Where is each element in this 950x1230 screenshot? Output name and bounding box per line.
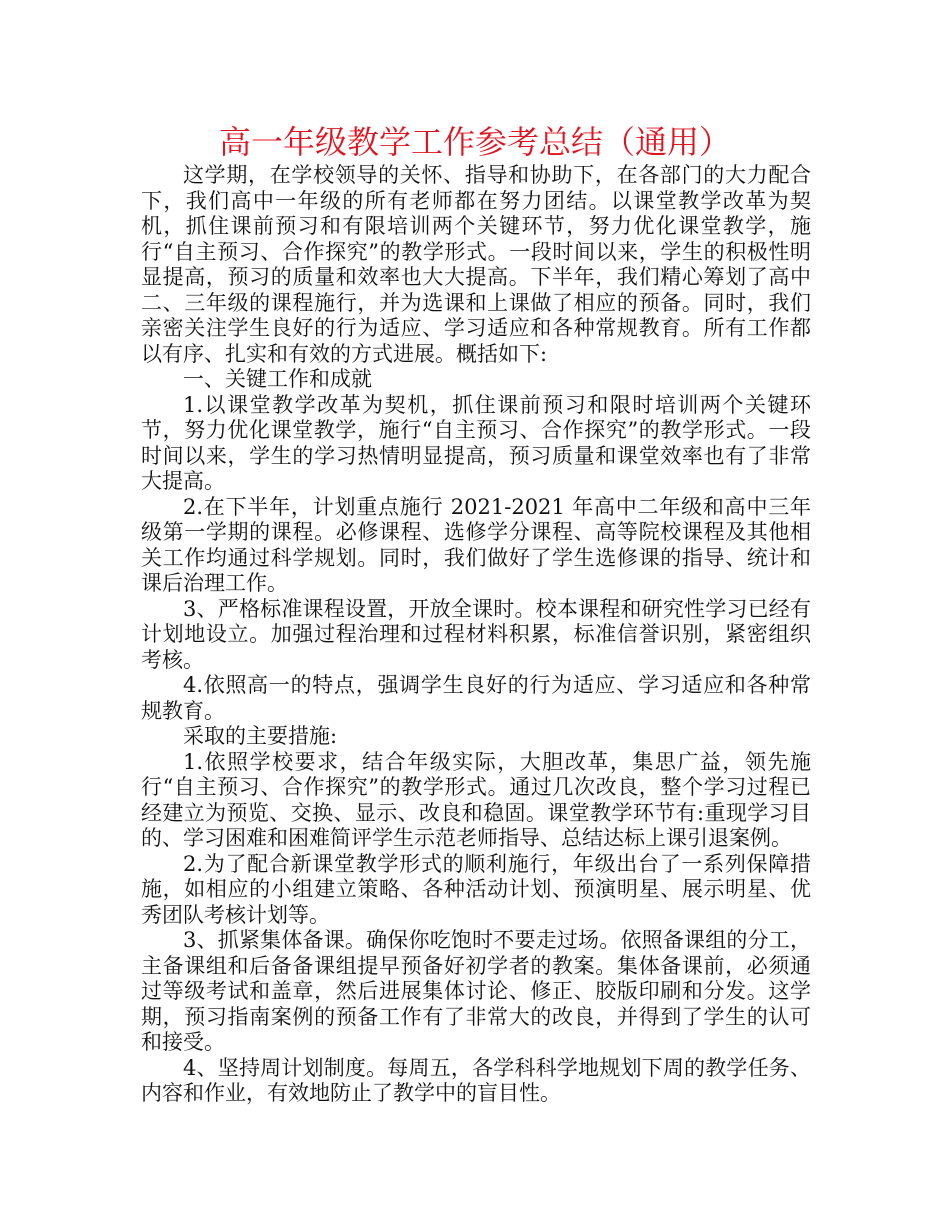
paragraph-measure-4: 4、坚持周计划制度。每周五，各学科科学地规划下周的教学任务、内容和作业，有效地防止了教学中的盲目性。 bbox=[141, 1055, 811, 1105]
paragraph-key-work-1: 1.以课堂教学改革为契机，抓住课前预习和限时培训两个关键环节，努力优化课堂教学，施行“自主预习、合作探究”的教学形式。一段时间以来，学生的学习热情明显提高，预习质量和课堂效率也有了非常大提高。 bbox=[141, 392, 811, 493]
section-heading-measures: 采取的主要措施: bbox=[183, 724, 338, 748]
paragraph-key-work-3: 3、严格标准课程设置，开放全课时。校本课程和研究性学习已经有计划地设立。加强过程治理和过程材料积累，标准信誉识别，紧密组织考核。 bbox=[141, 596, 811, 672]
document-body bbox=[141, 163, 811, 1107]
section-heading-key-work: 一、关键工作和成就 bbox=[183, 367, 372, 391]
paragraph-measure-1: 1.依照学校要求，结合年级实际，大胆改革，集思广益，领先施行“自主预习、合作探究”的教学形式。通过几次改良，整个学习过程已经建立为预览、交换、显示、改良和稳固。课堂教学环节有:重现学习目的、学习困难和困难简评学生示范老师指导、总结达标上课引退案例。 bbox=[141, 749, 811, 850]
paragraph-measure-2: 2.为了配合新课堂教学形式的顺利施行，年级出台了一系列保障措施，如相应的小组建立策略、各种活动计划、预演明星、展示明星、优秀团队考核计划等。 bbox=[141, 851, 811, 927]
paragraph-measure-3: 3、抓紧集体备课。确保你吃饱时不要走过场。依照备课组的分工，主备课组和后备备课组提早预备好初学者的教案。集体备课前，必须通过等级考试和盖章，然后进展集体讨论、修正、胶版印刷和分发。这学期，预习指南案例的预备工作有了非常大的改良，并得到了学生的认可和接受。 bbox=[141, 928, 811, 1054]
document-title: 高一年级教学工作参考总结（通用） bbox=[218, 123, 731, 161]
paragraph-intro: 这学期，在学校领导的关怀、指导和协助下，在各部门的大力配合下，我们高中一年级的所有老师都在努力团结。以课堂教学改革为契机，抓住课前预习和有限培训两个关键环节，努力优化课堂教学，施行“自主预习、合作探究”的教学形式。一段时间以来，学生的积极性明显提高，预习的质量和效率也大大提高。下半年，我们精心筹划了高中二、三年级的课程施行，并为选课和上课做了相应的预备。同时，我们亲密关注学生良好的行为适应、学习适应和各种常规教育。所有工作都以有序、扎实和有效的方式进展。概括如下: bbox=[141, 163, 811, 366]
paragraph-key-work-4: 4.依照高一的特点，强调学生良好的行为适应、学习适应和各种常规教育。 bbox=[141, 673, 811, 723]
paragraph-key-work-2: 2.在下半年，计划重点施行 2021-2021 年高中二年级和高中三年级第一学期的课程。必修课程、选修学分课程、高等院校课程及其他相关工作均通过科学规划。同时，我们做好了学生选修课的指导、统计和课后治理工作。 bbox=[141, 494, 811, 595]
